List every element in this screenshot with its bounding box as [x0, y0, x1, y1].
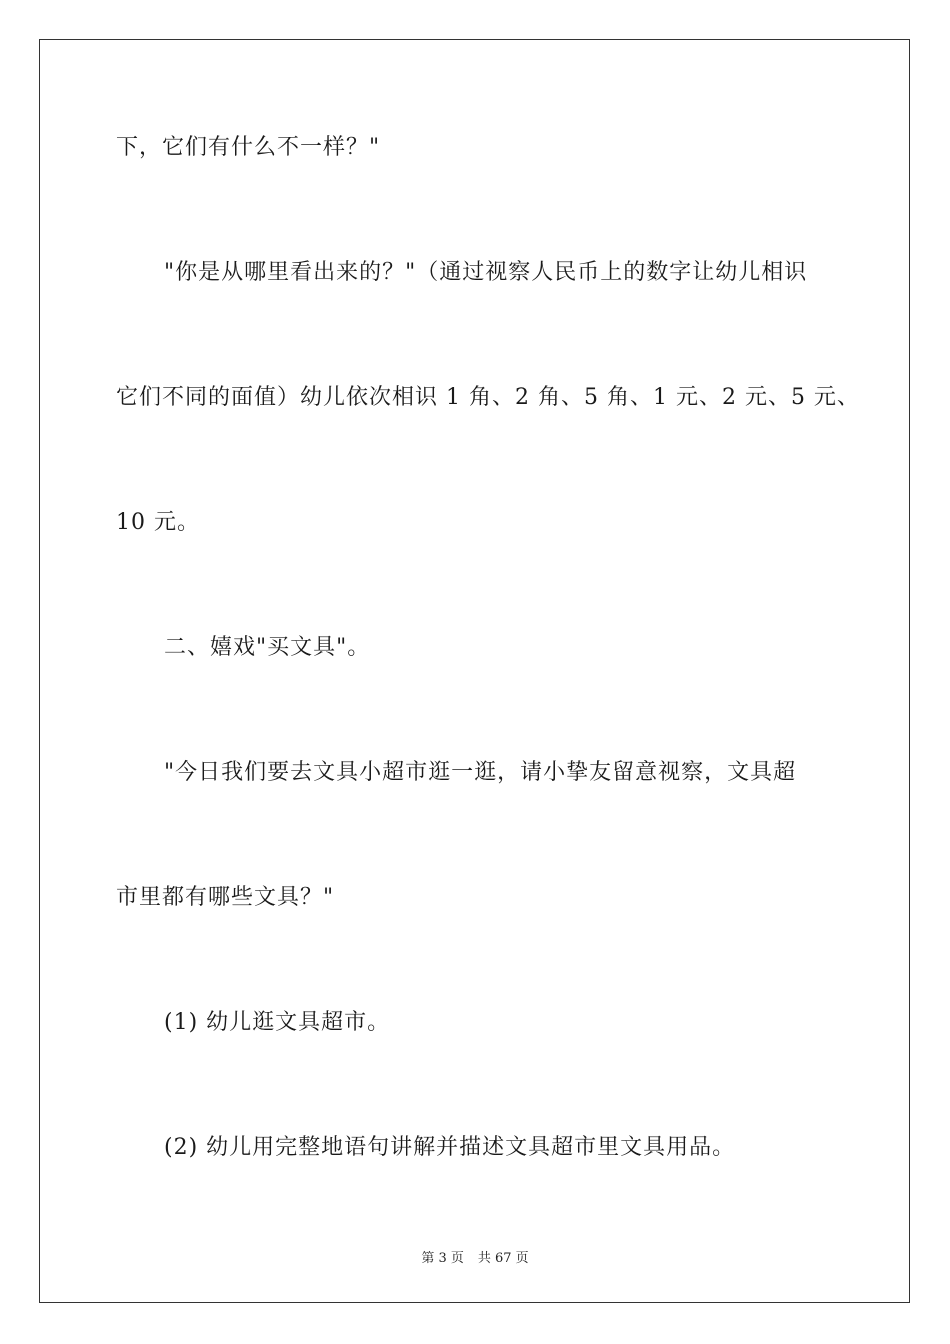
page-number: 第 3 页 — [421, 1251, 464, 1266]
text-line: 市里都有哪些文具？" — [116, 885, 335, 910]
page-border — [39, 39, 910, 1303]
page-total: 共 67 页 — [477, 1251, 529, 1266]
text-line: "你是从哪里看出来的？"（通过视察人民币上的数字让幼儿相识 — [164, 260, 808, 285]
text-line: 下，它们有什么不一样？" — [116, 135, 381, 160]
text-line: "今日我们要去文具小超市逛一逛，请小挚友留意视察，文具超 — [164, 760, 797, 785]
list-item: (2) 幼儿用完整地语句讲解并描述文具超市里文具用品。 — [164, 1135, 736, 1160]
section-heading: 二、嬉戏"买文具"。 — [164, 635, 371, 660]
text-line: 10 元。 — [116, 510, 200, 535]
text-line: 它们不同的面值）幼儿依次相识 1 角、2 角、5 角、1 元、2 元、5 元、 — [116, 385, 860, 410]
page-footer — [0, 1247, 950, 1266]
list-item: (1) 幼儿逛文具超市。 — [164, 1010, 391, 1035]
